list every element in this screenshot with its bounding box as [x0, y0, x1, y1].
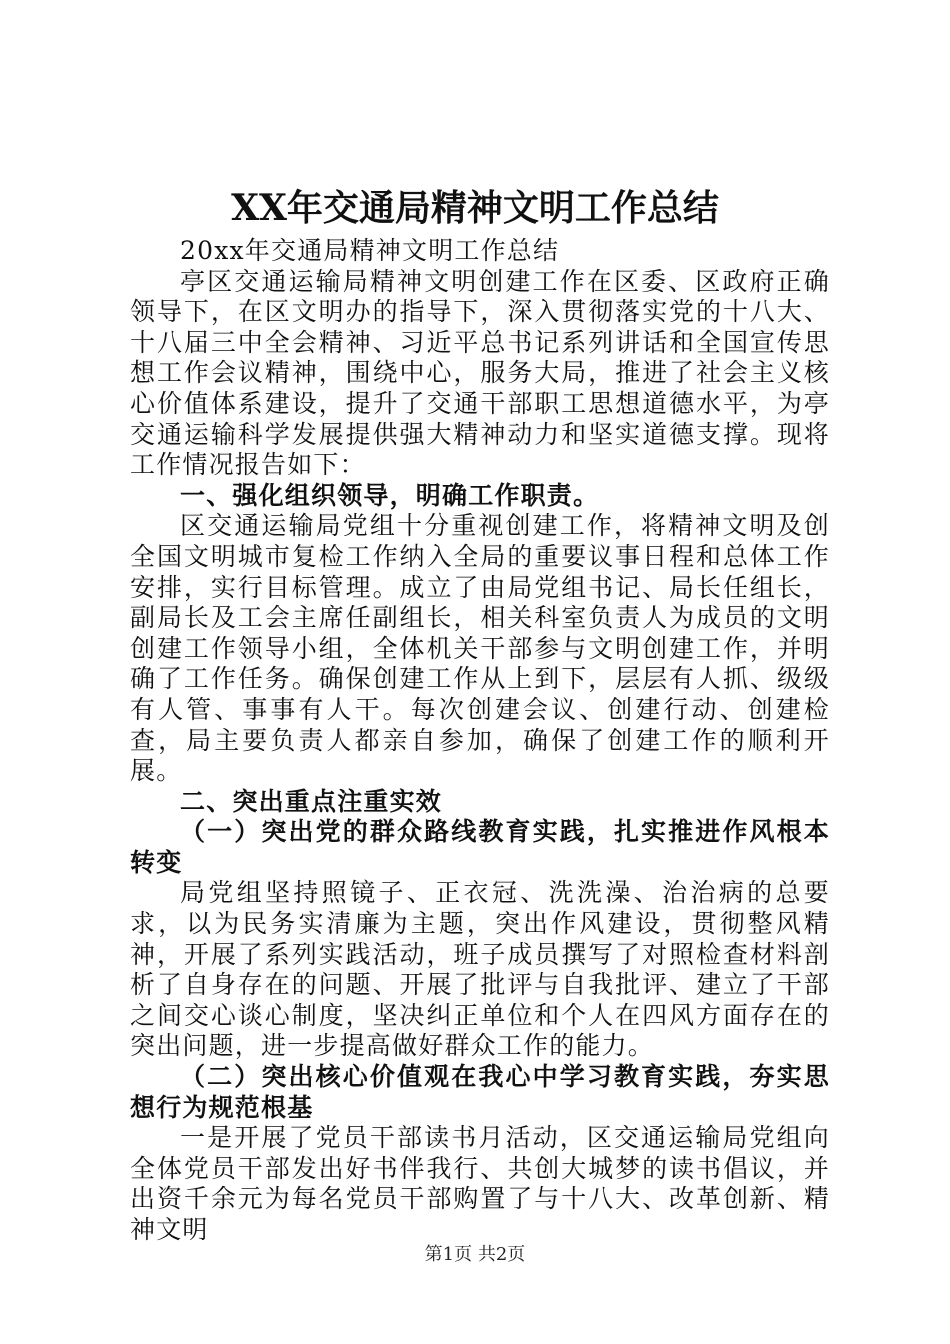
document-title: XX年交通局精神文明工作总结: [231, 187, 719, 229]
page-footer: 第1页 共2页: [424, 1244, 526, 1265]
section-heading: 一、强化组织领导，明确工作职责。: [180, 480, 600, 510]
subsection-heading: （二）突出核心价值观在我心中学习教育实践，夯实思想行为规范根基: [130, 1062, 830, 1122]
body-paragraph: 20xx年交通局精神文明工作总结: [180, 236, 560, 265]
body-paragraph: 亭区交通运输局精神文明创建工作在区委、区政府正确领导下，在区文明办的指导下，深入贯彻落实党的十八大、十八届三中全会精神、习近平总书记系列讲话和全国宣传思想工作会议精神，围绕中心，服务大局，推进了社会主义核心价值体系建设，提升了交通干部职工思想道德水平，为亭交通运输科学发展提供强大精神动力和坚实道德支撑。现将工作情况报告如下：: [130, 266, 830, 480]
body-paragraph: 局党组坚持照镜子、正衣冠、洗洗澡、治治病的总要求，以为民务实清廉为主题，突出作风建设，贯彻整风精神，开展了系列实践活动，班子成员撰写了对照检查材料剖析了自身存在的问题、开展了批评与自我批评、建立了干部之间交心谈心制度，坚决纠正单位和个人在四风方面存在的突出问题，进一步提高做好群众工作的能力。: [130, 878, 830, 1061]
body-paragraph: 一是开展了党员干部读书月活动，区交通运输局党组向全体党员干部发出好书伴我行、共创大城梦的读书倡议，并出资千余元为每名党员干部购置了与十八大、改革创新、精神文明: [130, 1123, 830, 1244]
subsection-heading: （一）突出党的群众路线教育实践，扎实推进作风根本转变: [130, 817, 830, 877]
section-heading: 二、突出重点注重实效: [180, 786, 443, 816]
document-body: [130, 236, 830, 1246]
body-paragraph: 区交通运输局党组十分重视创建工作，将精神文明及创全国文明城市复检工作纳入全局的重要议事日程和总体工作安排，实行目标管理。成立了由局党组书记、局长任组长，副局长及工会主席任副组长，相关科室负责人为成员的文明创建工作领导小组，全体机关干部参与文明创建工作，并明确了工作任务。确保创建工作从上到下，层层有人抓、级级有人管、事事有人干。每次创建会议、创建行动、创建检查，局主要负责人都亲自参加，确保了创建工作的顺利开展。: [130, 511, 830, 786]
